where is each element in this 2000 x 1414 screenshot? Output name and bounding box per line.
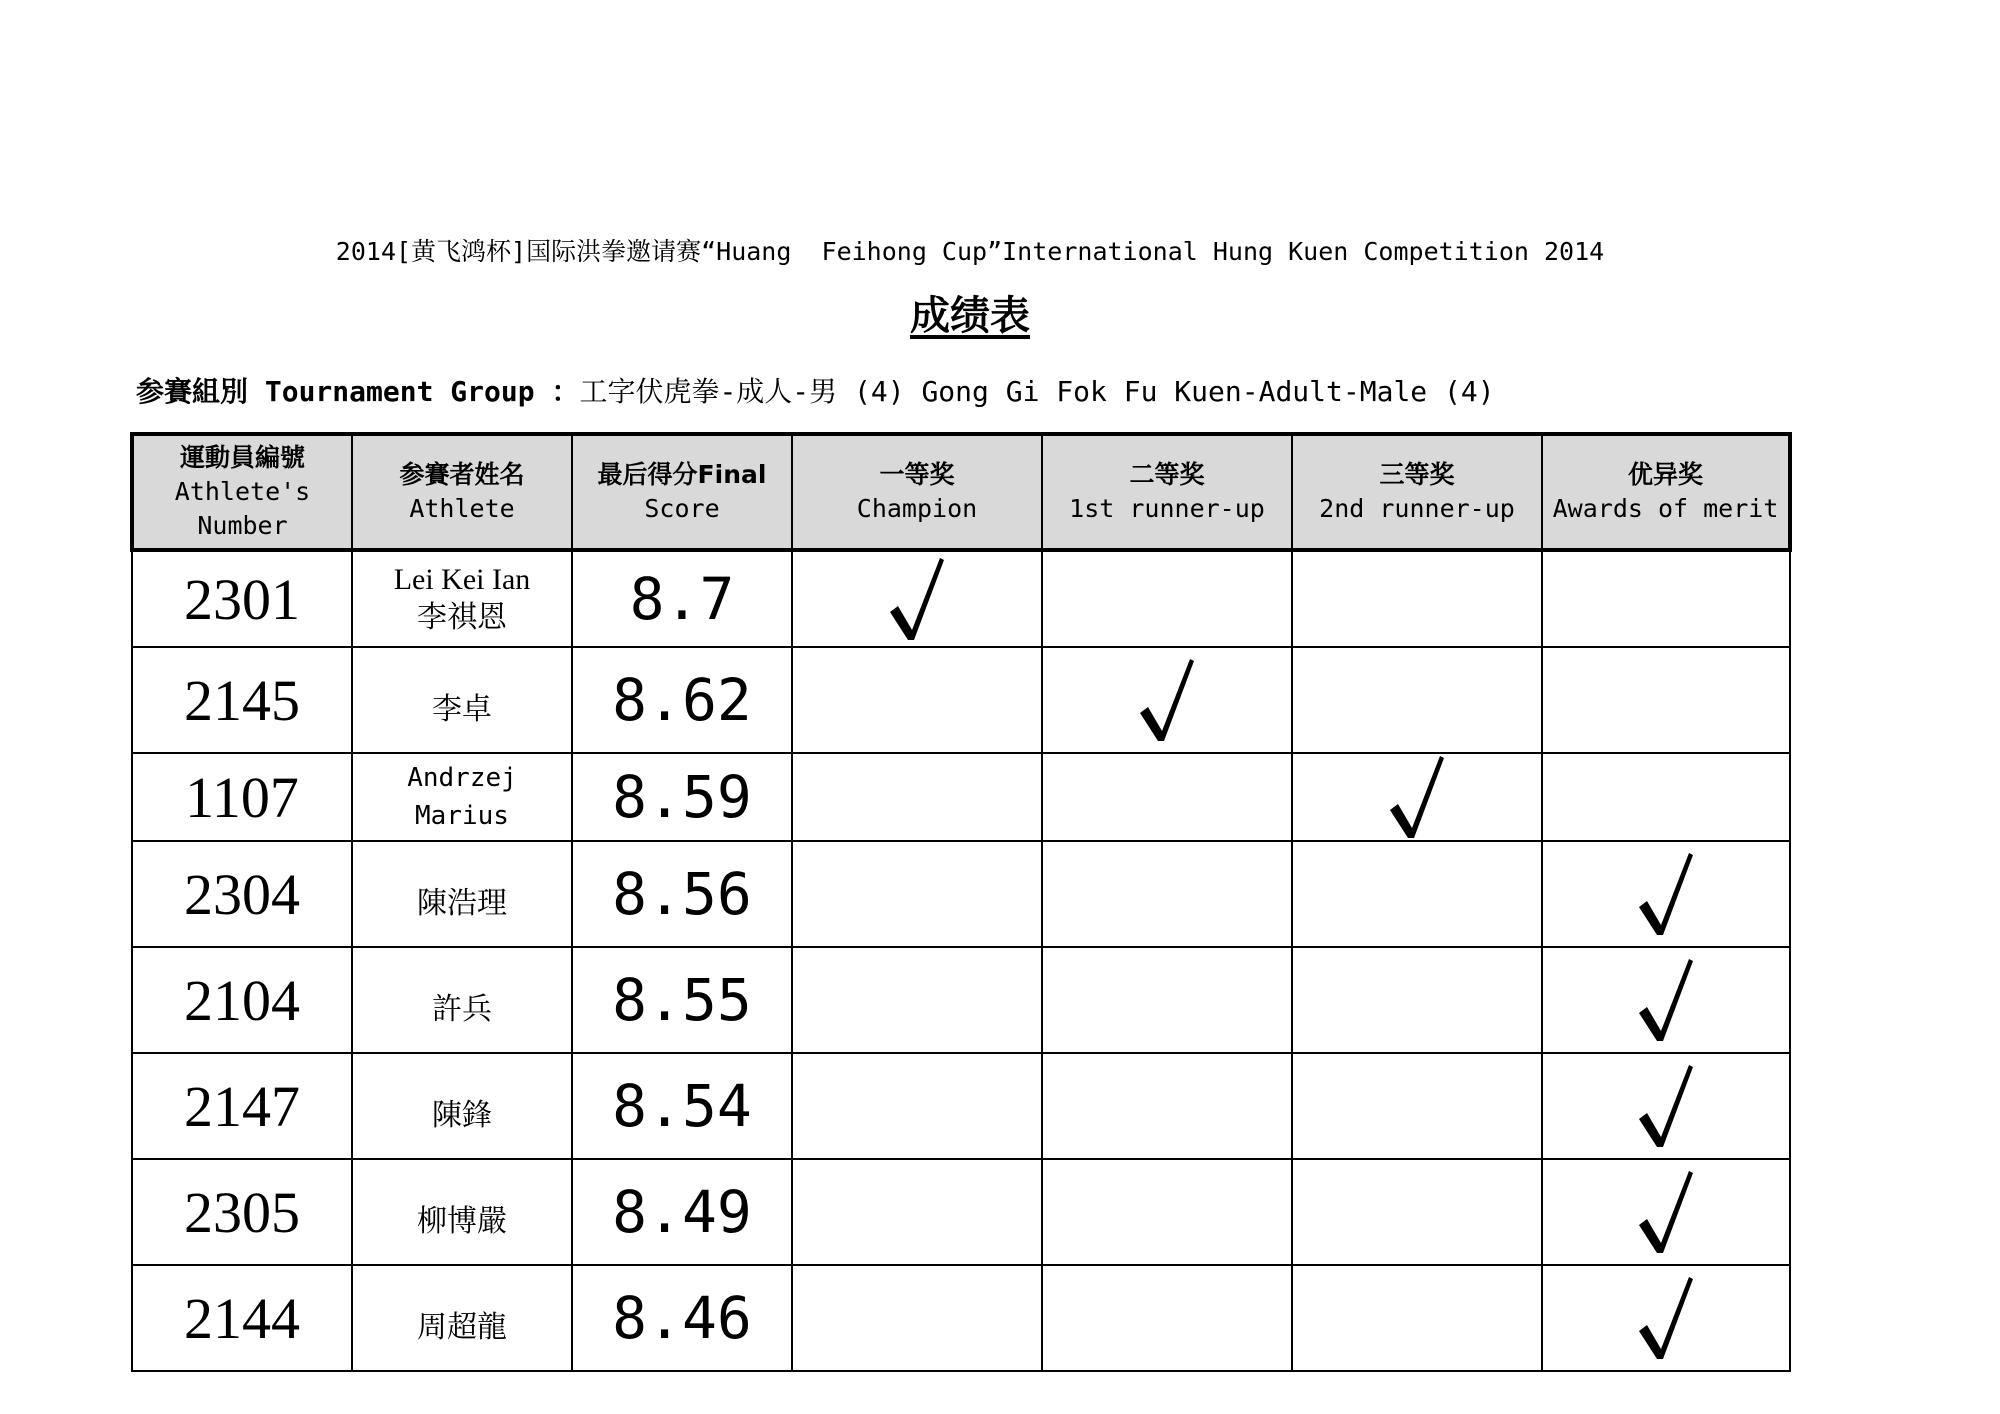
- table-row: [132, 841, 1790, 947]
- second-runner-up-cell: [1292, 753, 1542, 841]
- header-athlete: [352, 434, 572, 550]
- athlete-name-cell: [352, 550, 572, 647]
- athlete-name-line1: 陳鋒: [432, 1099, 492, 1132]
- checkmark-icon: [1637, 957, 1695, 1043]
- table-row: [132, 647, 1790, 753]
- checkmark-icon: [1138, 657, 1196, 743]
- champion-cell: [792, 841, 1042, 947]
- athlete-name-cell: [352, 753, 572, 841]
- first-runner-up-cell: [1042, 550, 1292, 647]
- first-runner-up-cell: [1042, 1159, 1292, 1265]
- header-athlete-number-en2: Number: [197, 511, 288, 540]
- champion-cell: [792, 647, 1042, 753]
- second-runner-up-cell: [1292, 550, 1542, 647]
- first-runner-up-cell: [1042, 841, 1292, 947]
- header-row: [132, 434, 1790, 550]
- group-separator: ：: [534, 375, 580, 408]
- athlete-number-cell: 2144: [132, 1265, 352, 1371]
- final-score-cell: 8.46: [572, 1265, 792, 1371]
- checkmark-icon: [1388, 754, 1446, 840]
- champion-cell: [792, 1159, 1042, 1265]
- athlete-name-cell: [352, 1265, 572, 1371]
- athlete-number-cell: 2304: [132, 841, 352, 947]
- athlete-name-cell: [352, 1053, 572, 1159]
- second-runner-up-cell: [1292, 1265, 1542, 1371]
- final-score-cell: 8.62: [572, 647, 792, 753]
- athlete-name-cell: [352, 647, 572, 753]
- tournament-group: [136, 370, 1495, 410]
- table-row: [132, 550, 1790, 647]
- header-final-score: [572, 434, 792, 550]
- first-runner-up-cell: [1042, 947, 1292, 1053]
- second-runner-up-cell: [1292, 647, 1542, 753]
- checkmark-icon: [1637, 1169, 1695, 1255]
- table-row: [132, 947, 1790, 1053]
- final-score-cell: 8.56: [572, 841, 792, 947]
- athlete-number-cell: 2104: [132, 947, 352, 1053]
- final-score-cell: 8.54: [572, 1053, 792, 1159]
- athlete-number-cell: 2305: [132, 1159, 352, 1265]
- awards-of-merit-cell: [1542, 947, 1790, 1053]
- awards-of-merit-cell: [1542, 1265, 1790, 1371]
- document-title: 成绩表: [910, 293, 1030, 339]
- second-runner-up-cell: [1292, 947, 1542, 1053]
- header-champion-zh: 一等奖: [879, 460, 955, 489]
- table-row: [132, 1159, 1790, 1265]
- awards-of-merit-cell: [1542, 753, 1790, 841]
- table-row: [132, 1265, 1790, 1371]
- athlete-name-line1: 周超龍: [417, 1311, 507, 1344]
- header-second-runner-up-zh: 三等奖: [1379, 460, 1455, 489]
- awards-of-merit-cell: [1542, 1053, 1790, 1159]
- athlete-name-line1: 許兵: [432, 993, 492, 1026]
- header-athlete-en: Athlete: [409, 494, 515, 523]
- athlete-name-line1: 陳浩理: [417, 887, 507, 920]
- awards-of-merit-cell: [1542, 550, 1790, 647]
- header-first-runner-up-en: 1st runner-up: [1069, 494, 1265, 523]
- header-final-score-zh: 最后得分Final: [597, 460, 767, 489]
- final-score-cell: 8.55: [572, 947, 792, 1053]
- header-champion-en: Champion: [856, 494, 978, 523]
- second-runner-up-cell: [1292, 841, 1542, 947]
- header-champion: [792, 434, 1042, 550]
- header-awards-of-merit-en: Awards of merit: [1552, 494, 1779, 523]
- checkmark-icon: [1637, 851, 1695, 937]
- checkmark-icon: [1637, 1275, 1695, 1361]
- checkmark-icon: [1637, 1063, 1695, 1149]
- second-runner-up-cell: [1292, 1053, 1542, 1159]
- group-label: 参賽組別 Tournament Group: [136, 375, 535, 408]
- athlete-number-cell: 2301: [132, 550, 352, 647]
- athlete-name-line2: 李祺恩: [417, 601, 507, 634]
- first-runner-up-cell: [1042, 753, 1292, 841]
- first-runner-up-cell: [1042, 647, 1292, 753]
- header-awards-of-merit-zh: 优异奖: [1627, 460, 1703, 489]
- awards-of-merit-cell: [1542, 1159, 1790, 1265]
- first-runner-up-cell: [1042, 1053, 1292, 1159]
- table-row: [132, 753, 1790, 841]
- athlete-name-cell: [352, 841, 572, 947]
- champion-cell: [792, 753, 1042, 841]
- table-row: [132, 1053, 1790, 1159]
- final-score-cell: 8.7: [572, 550, 792, 647]
- champion-cell: [792, 1265, 1042, 1371]
- final-score-cell: 8.49: [572, 1159, 792, 1265]
- awards-of-merit-cell: [1542, 647, 1790, 753]
- athlete-number-cell: 2145: [132, 647, 352, 753]
- results-body: [132, 550, 1790, 1371]
- champion-cell: [792, 947, 1042, 1053]
- athlete-name-cell: [352, 1159, 572, 1265]
- athlete-name-line1: 柳博嚴: [417, 1205, 507, 1238]
- header-athlete-zh: 参賽者姓名: [399, 460, 525, 489]
- champion-cell: [792, 1053, 1042, 1159]
- final-score-cell: 8.59: [572, 753, 792, 841]
- header-final-score-en: Score: [644, 494, 720, 523]
- athlete-number-cell: 1107: [132, 753, 352, 841]
- header-second-runner-up-en: 2nd runner-up: [1319, 494, 1515, 523]
- second-runner-up-cell: [1292, 1159, 1542, 1265]
- header-athlete-number: [132, 434, 352, 550]
- athlete-name-cell: [352, 947, 572, 1053]
- group-value: 工字伏虎拳-成人-男 (4) Gong Gi Fok Fu Kuen-Adult-Male (4): [579, 375, 1495, 408]
- header-first-runner-up-zh: 二等奖: [1129, 460, 1205, 489]
- athlete-name-line1: Andrzej: [407, 763, 517, 793]
- header-athlete-number-en: Athlete's: [174, 477, 311, 506]
- checkmark-icon: [888, 556, 946, 642]
- athlete-number-cell: 2147: [132, 1053, 352, 1159]
- athlete-name-line1: Lei Kei Ian: [393, 563, 531, 596]
- champion-cell: [792, 550, 1042, 647]
- header-athlete-number-zh: 運動員編號: [179, 443, 305, 472]
- event-title: 2014[黄飞鸿杯]国际洪拳邀请赛“Huang Feihong Cup”International Hung Kuen Competition 2014: [335, 237, 1605, 266]
- header-awards-of-merit: [1542, 434, 1790, 550]
- first-runner-up-cell: [1042, 1265, 1292, 1371]
- header-second-runner-up: [1292, 434, 1542, 550]
- athlete-name-line1: 李卓: [432, 693, 492, 726]
- awards-of-merit-cell: [1542, 841, 1790, 947]
- results-table: [130, 432, 1792, 1372]
- header-first-runner-up: [1042, 434, 1292, 550]
- athlete-name-line2: Marius: [415, 801, 509, 831]
